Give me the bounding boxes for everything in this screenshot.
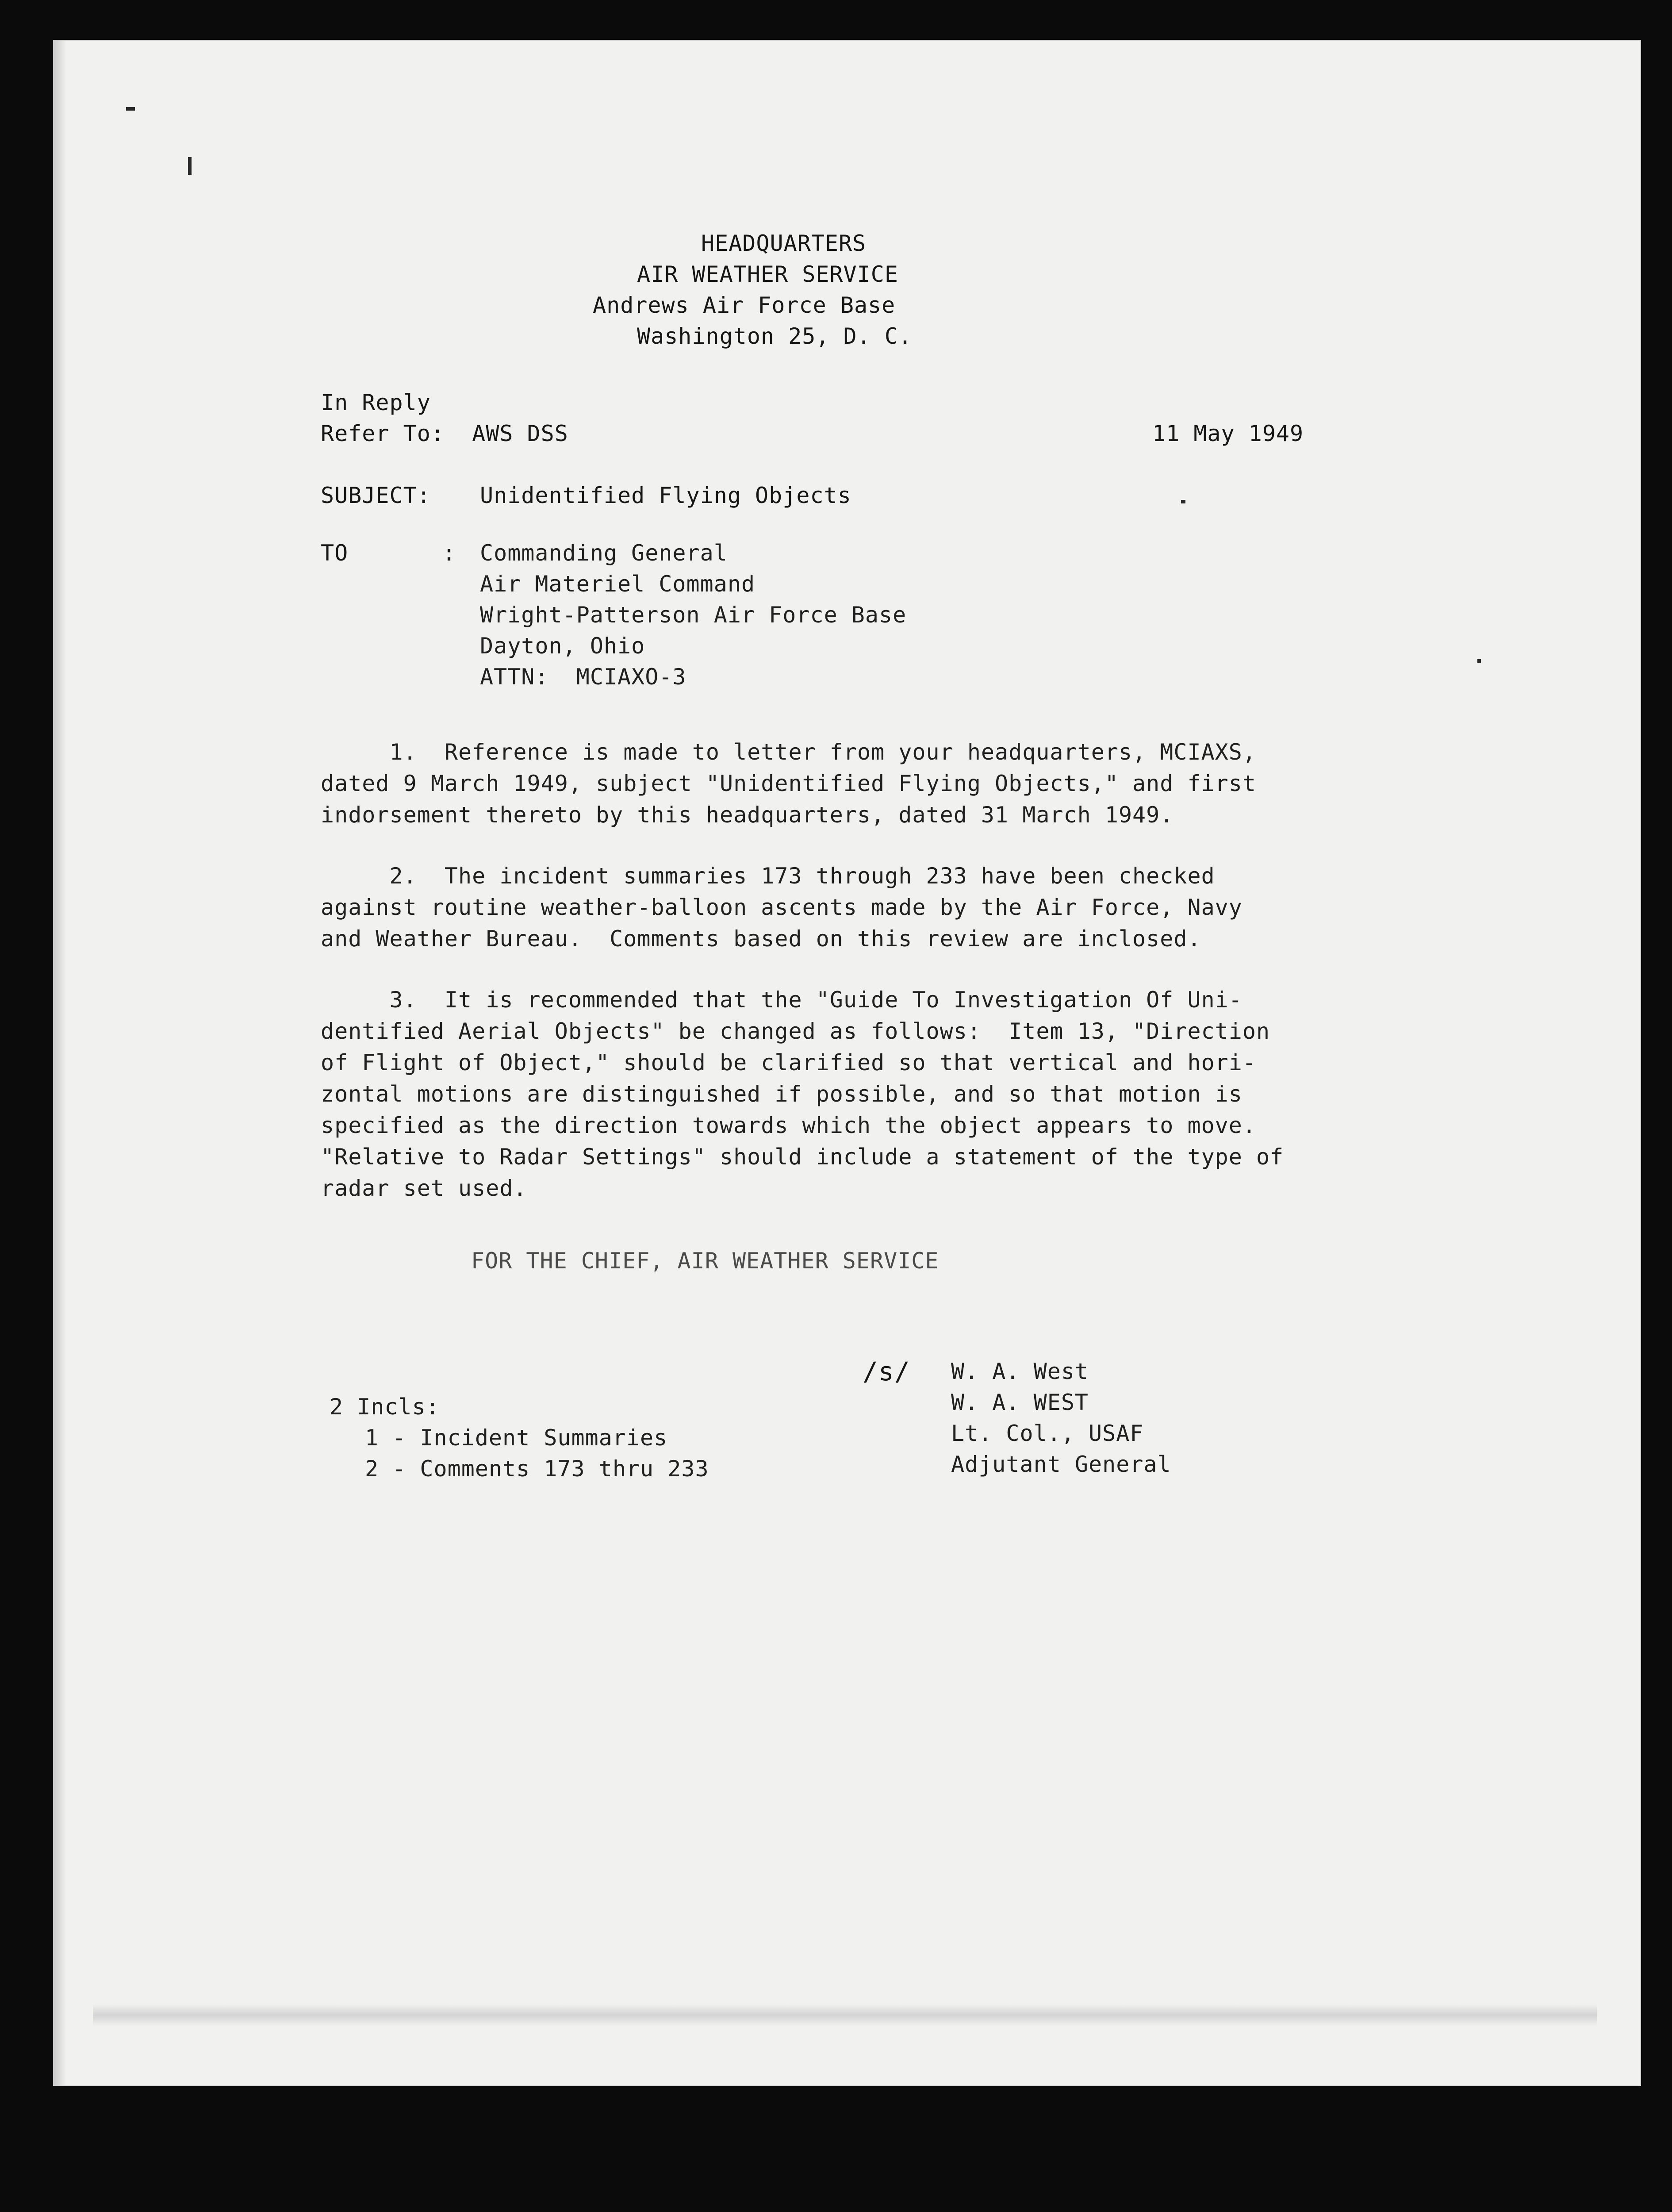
to-line-2: Air Materiel Command xyxy=(480,571,755,597)
inclosure-item-1: 1 - Incident Summaries xyxy=(365,1425,668,1451)
paragraph-line: zontal motions are distinguished if possible, and so that motion is xyxy=(321,1081,1242,1107)
scan-speck xyxy=(126,107,135,111)
paragraph-line: specified as the direction towards which the object appears to move. xyxy=(321,1113,1256,1138)
paragraph-1 xyxy=(321,737,1256,831)
paragraph-line: of Flight of Object," should be clarified so that vertical and hori- xyxy=(321,1050,1256,1075)
signature-line-4: Adjutant General xyxy=(951,1452,1171,1477)
scan-speck xyxy=(188,157,192,175)
reply-line-1: In Reply xyxy=(321,390,431,415)
to-colon: : xyxy=(442,540,456,566)
paragraph-line: dentified Aerial Objects" be changed as follows: Item 13, "Direction xyxy=(321,1018,1270,1044)
paragraph-3 xyxy=(321,984,1284,1204)
subject-value: Unidentified Flying Objects xyxy=(480,483,851,508)
to-line-3: Wright-Patterson Air Force Base xyxy=(480,602,907,628)
paragraph-line: 3. It is recommended that the "Guide To Investigation Of Uni- xyxy=(321,987,1242,1013)
paragraph-line: "Relative to Radar Settings" should include a statement of the type of xyxy=(321,1144,1284,1170)
signature-line-3: Lt. Col., USAF xyxy=(951,1421,1144,1446)
subject-label: SUBJECT: xyxy=(321,483,431,508)
paragraph-line: and Weather Bureau. Comments based on this review are inclosed. xyxy=(321,926,1201,952)
page-bottom-shadow xyxy=(93,2004,1597,2026)
paragraph-line: radar set used. xyxy=(321,1175,527,1201)
signature-line-2: W. A. WEST xyxy=(951,1390,1089,1415)
letter-date: 11 May 1949 xyxy=(1152,421,1304,446)
letterhead-line-4: Washington 25, D. C. xyxy=(637,323,913,349)
letterhead-line-1: HEADQUARTERS xyxy=(701,230,867,256)
reply-refer-to: Refer To: AWS DSS xyxy=(321,421,568,446)
to-label: TO xyxy=(321,540,349,566)
letterhead-line-2: AIR WEATHER SERVICE xyxy=(637,261,898,287)
signature-slash: /s/ xyxy=(863,1356,910,1386)
to-line-5: ATTN: MCIAXO-3 xyxy=(480,664,686,690)
paragraph-line: indorsement thereto by this headquarters, dated 31 March 1949. xyxy=(321,802,1174,828)
inclosure-item-2: 2 - Comments 173 thru 233 xyxy=(365,1456,709,1482)
to-line-4: Dayton, Ohio xyxy=(480,633,645,659)
signature-line-1: W. A. West xyxy=(951,1359,1089,1384)
inclosures-heading: 2 Incls: xyxy=(330,1394,440,1420)
paragraph-line: 1. Reference is made to letter from your headquarters, MCIAXS, xyxy=(321,739,1256,765)
paragraph-line: against routine weather-balloon ascents made by the Air Force, Navy xyxy=(321,895,1242,920)
paragraph-2 xyxy=(321,860,1242,955)
letterhead-line-3: Andrews Air Force Base xyxy=(593,292,896,318)
document-page xyxy=(53,40,1641,2086)
paragraph-line: dated 9 March 1949, subject "Unidentified Flying Objects," and first xyxy=(321,771,1256,796)
for-the-chief: FOR THE CHIEF, AIR WEATHER SERVICE xyxy=(471,1248,939,1274)
scan-speck xyxy=(1181,500,1185,503)
to-line-1: Commanding General xyxy=(480,540,728,566)
scan-speck xyxy=(1477,659,1481,663)
page-edge-shadow xyxy=(53,40,66,2086)
paragraph-line: 2. The incident summaries 173 through 233 have been checked xyxy=(321,863,1215,889)
